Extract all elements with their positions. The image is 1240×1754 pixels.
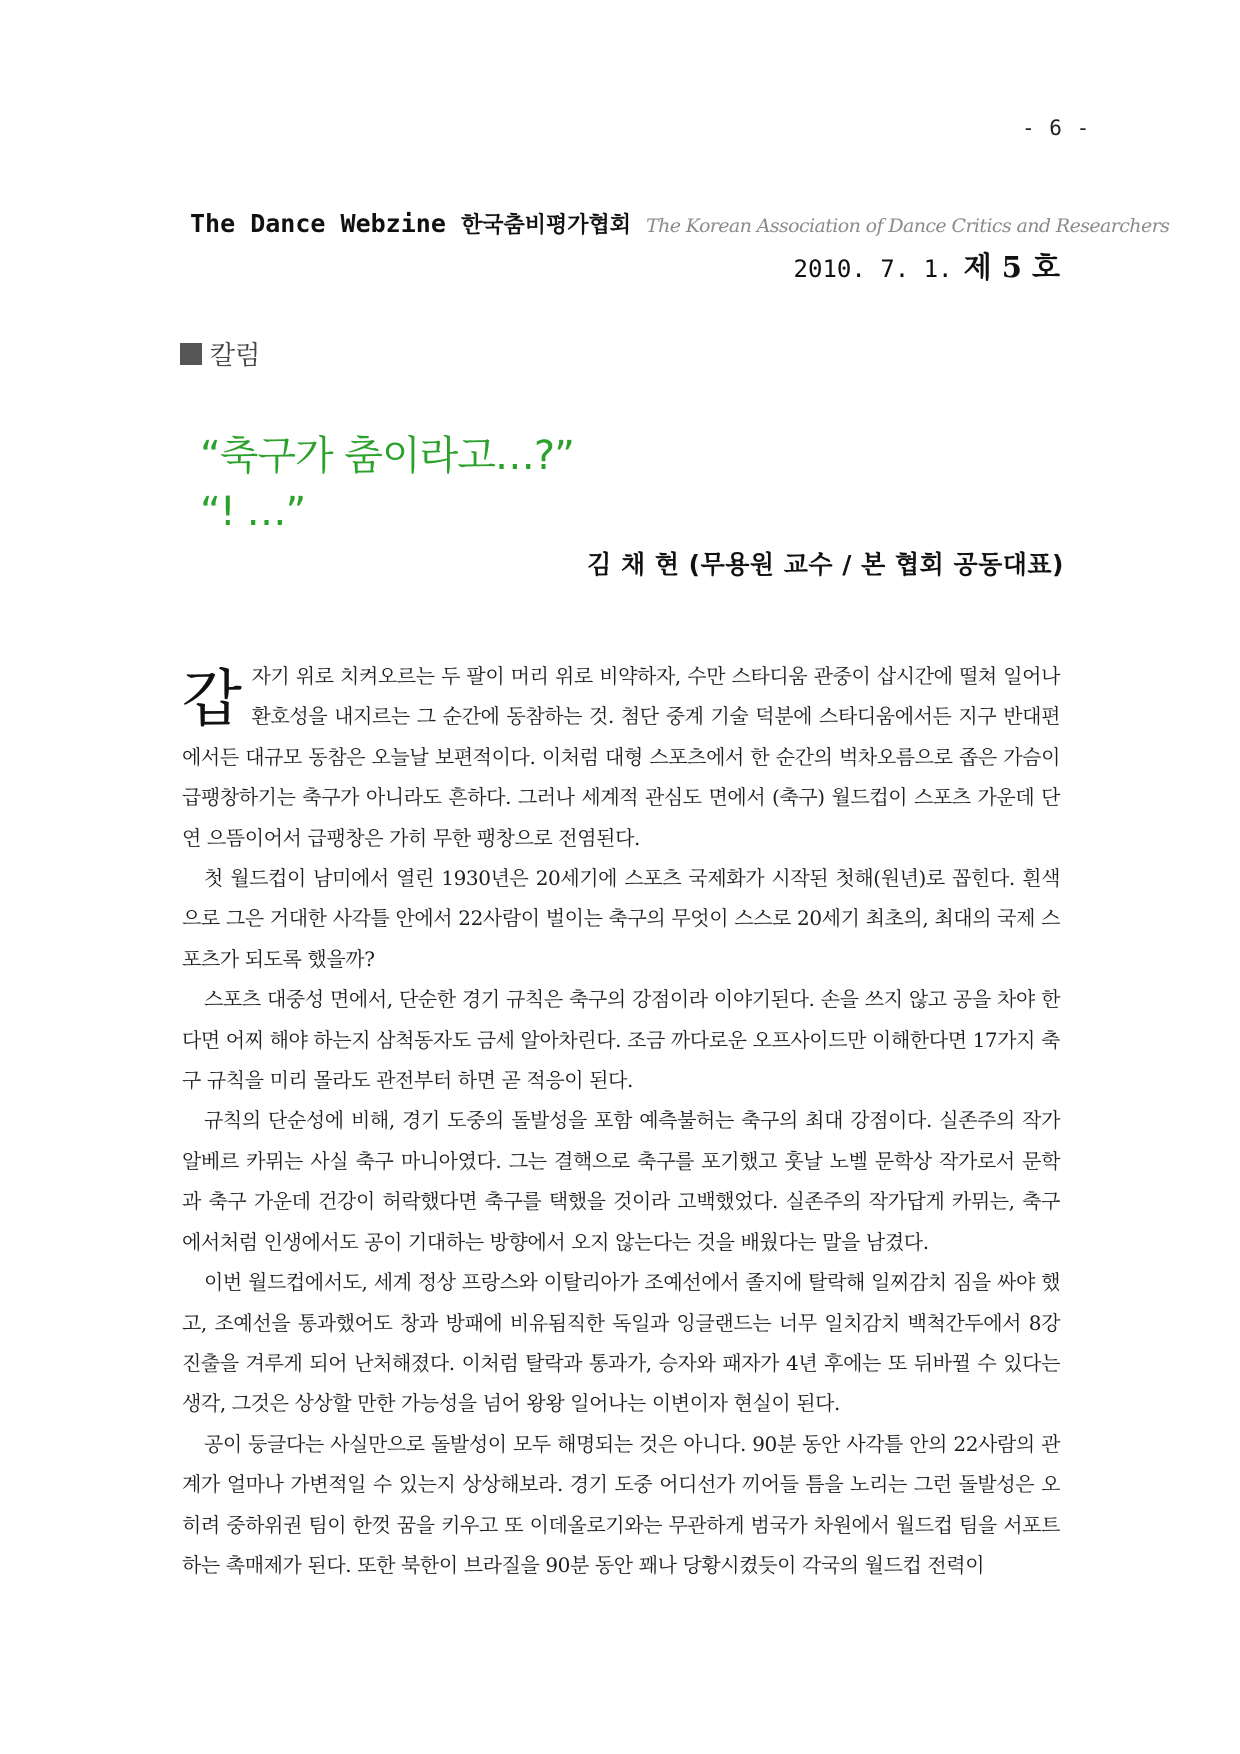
association-name-korean: 한국춤비평가협회 — [460, 213, 631, 238]
author-byline: 김 채 현 (무용원 교수 / 본 협회 공동대표) — [587, 550, 1064, 579]
article-body — [182, 656, 1060, 1585]
association-name-english: The Korean Association of Dance Critics and Researchers — [646, 215, 1170, 237]
title-line-1: “축구가 춤이라고…?” — [200, 433, 574, 479]
page-number: - 6 - — [1022, 116, 1091, 140]
article-paragraph — [182, 656, 1060, 858]
issue-line — [794, 245, 1060, 286]
paragraph-text: 자기 위로 치켜오르는 두 팔이 머리 위로 비약하자, 수만 스타디움 관중이 삽시간에 떨쳐 일어나 환호성을 내지르는 그 순간에 동참하는 것. 첨단 중계 기술 덕분에 스타디움에서든 지구 반대편에서든 대규모 동참은 오늘날 보편적이다. 이처럼 대형 스포츠에서 한 순간의 벅차오름으로 좁은 가슴이 급팽창하기는 축구가 아니라도 흔하다. 그러나 세계적 관심도 면에서 (축구) 월드컵이 스포츠 가운데 단연 으뜸이어서 급팽창은 가히 무한 팽창으로 전염된다. — [182, 664, 1060, 850]
issue-date: 2010. 7. 1. — [793, 255, 953, 283]
issue-number: 제 5 호 — [963, 250, 1060, 284]
article-paragraph: 첫 월드컵이 남미에서 열린 1930년은 20세기에 스포츠 국제화가 시작된 첫해(원년)로 꼽힌다. 흰색으로 그은 거대한 사각틀 안에서 22사람이 벌이는 축구의 무엇이 스스로 20세기 최초의, 최대의 국제 스포츠가 되도록 했을까? — [182, 866, 1060, 971]
section-heading — [180, 335, 260, 372]
drop-cap: 갑 — [182, 662, 242, 735]
article-paragraph: 스포츠 대중성 면에서, 단순한 경기 규칙은 축구의 강점이라 이야기된다. 손을 쓰지 않고 공을 차야 한다면 어찌 해야 하는지 삼척동자도 금세 알아차린다. 조금 까다로운 오프사이드만 이해한다면 17가지 축구 규칙을 미리 몰라도 관전부터 하면 곧 적응이 된다. — [182, 987, 1060, 1093]
article-paragraph: 공이 둥글다는 사실만으로 돌발성이 모두 해명되는 것은 아니다. 90분 동안 사각틀 안의 22사람의 관계가 얼마나 가변적일 수 있는지 상상해보라. 경기 도중 어디선가 끼어들 틈을 노리는 그런 돌발성은 오히려 중하위권 팀이 한껏 꿈을 키우고 또 이데올로기와는 무관하게 범국가 차원에서 월드컵 팀을 서포트하는 촉매제가 된다. 또한 북한이 브라질을 90분 동안 꽤나 당황시켰듯이 각국의 월드컵 전력이 — [182, 1431, 1060, 1577]
square-bullet-icon — [180, 343, 202, 365]
section-label: 칼럼 — [210, 341, 261, 371]
webzine-name: The Dance Webzine — [190, 209, 446, 238]
masthead — [190, 208, 1170, 239]
article-paragraph: 규칙의 단순성에 비해, 경기 도중의 돌발성을 포함 예측불허는 축구의 최대 강점이다. 실존주의 작가 알베르 카뮈는 사실 축구 마니아였다. 그는 결핵으로 축구를 포기했고 훗날 노벨 문학상 작가로서 문학과 축구 가운데 건강이 허락했다면 축구를 택했을 것이라 고백했었다. 실존주의 작가답게 카뮈는, 축구에서처럼 인생에서도 공이 기대하는 방향에서 오지 않는다는 것을 배웠다는 말을 남겼다. — [182, 1108, 1060, 1254]
article-paragraph: 이번 월드컵에서도, 세계 정상 프랑스와 이탈리아가 조예선에서 졸지에 탈락해 일찌감치 짐을 싸야 했고, 조예선을 통과했어도 창과 방패에 비유됨직한 독일과 잉글랜드는 너무 일치감치 백척간두에서 8강 진출을 겨루게 되어 난처해졌다. 이처럼 탈락과 통과가, 승자와 패자가 4년 후에는 또 뒤바뀔 수 있다는 생각, 그것은 상상할 만한 가능성을 넘어 왕왕 일어나는 이변이자 현실이 된다. — [182, 1270, 1060, 1416]
article-title — [200, 428, 574, 540]
title-line-2: “! …” — [200, 489, 306, 535]
